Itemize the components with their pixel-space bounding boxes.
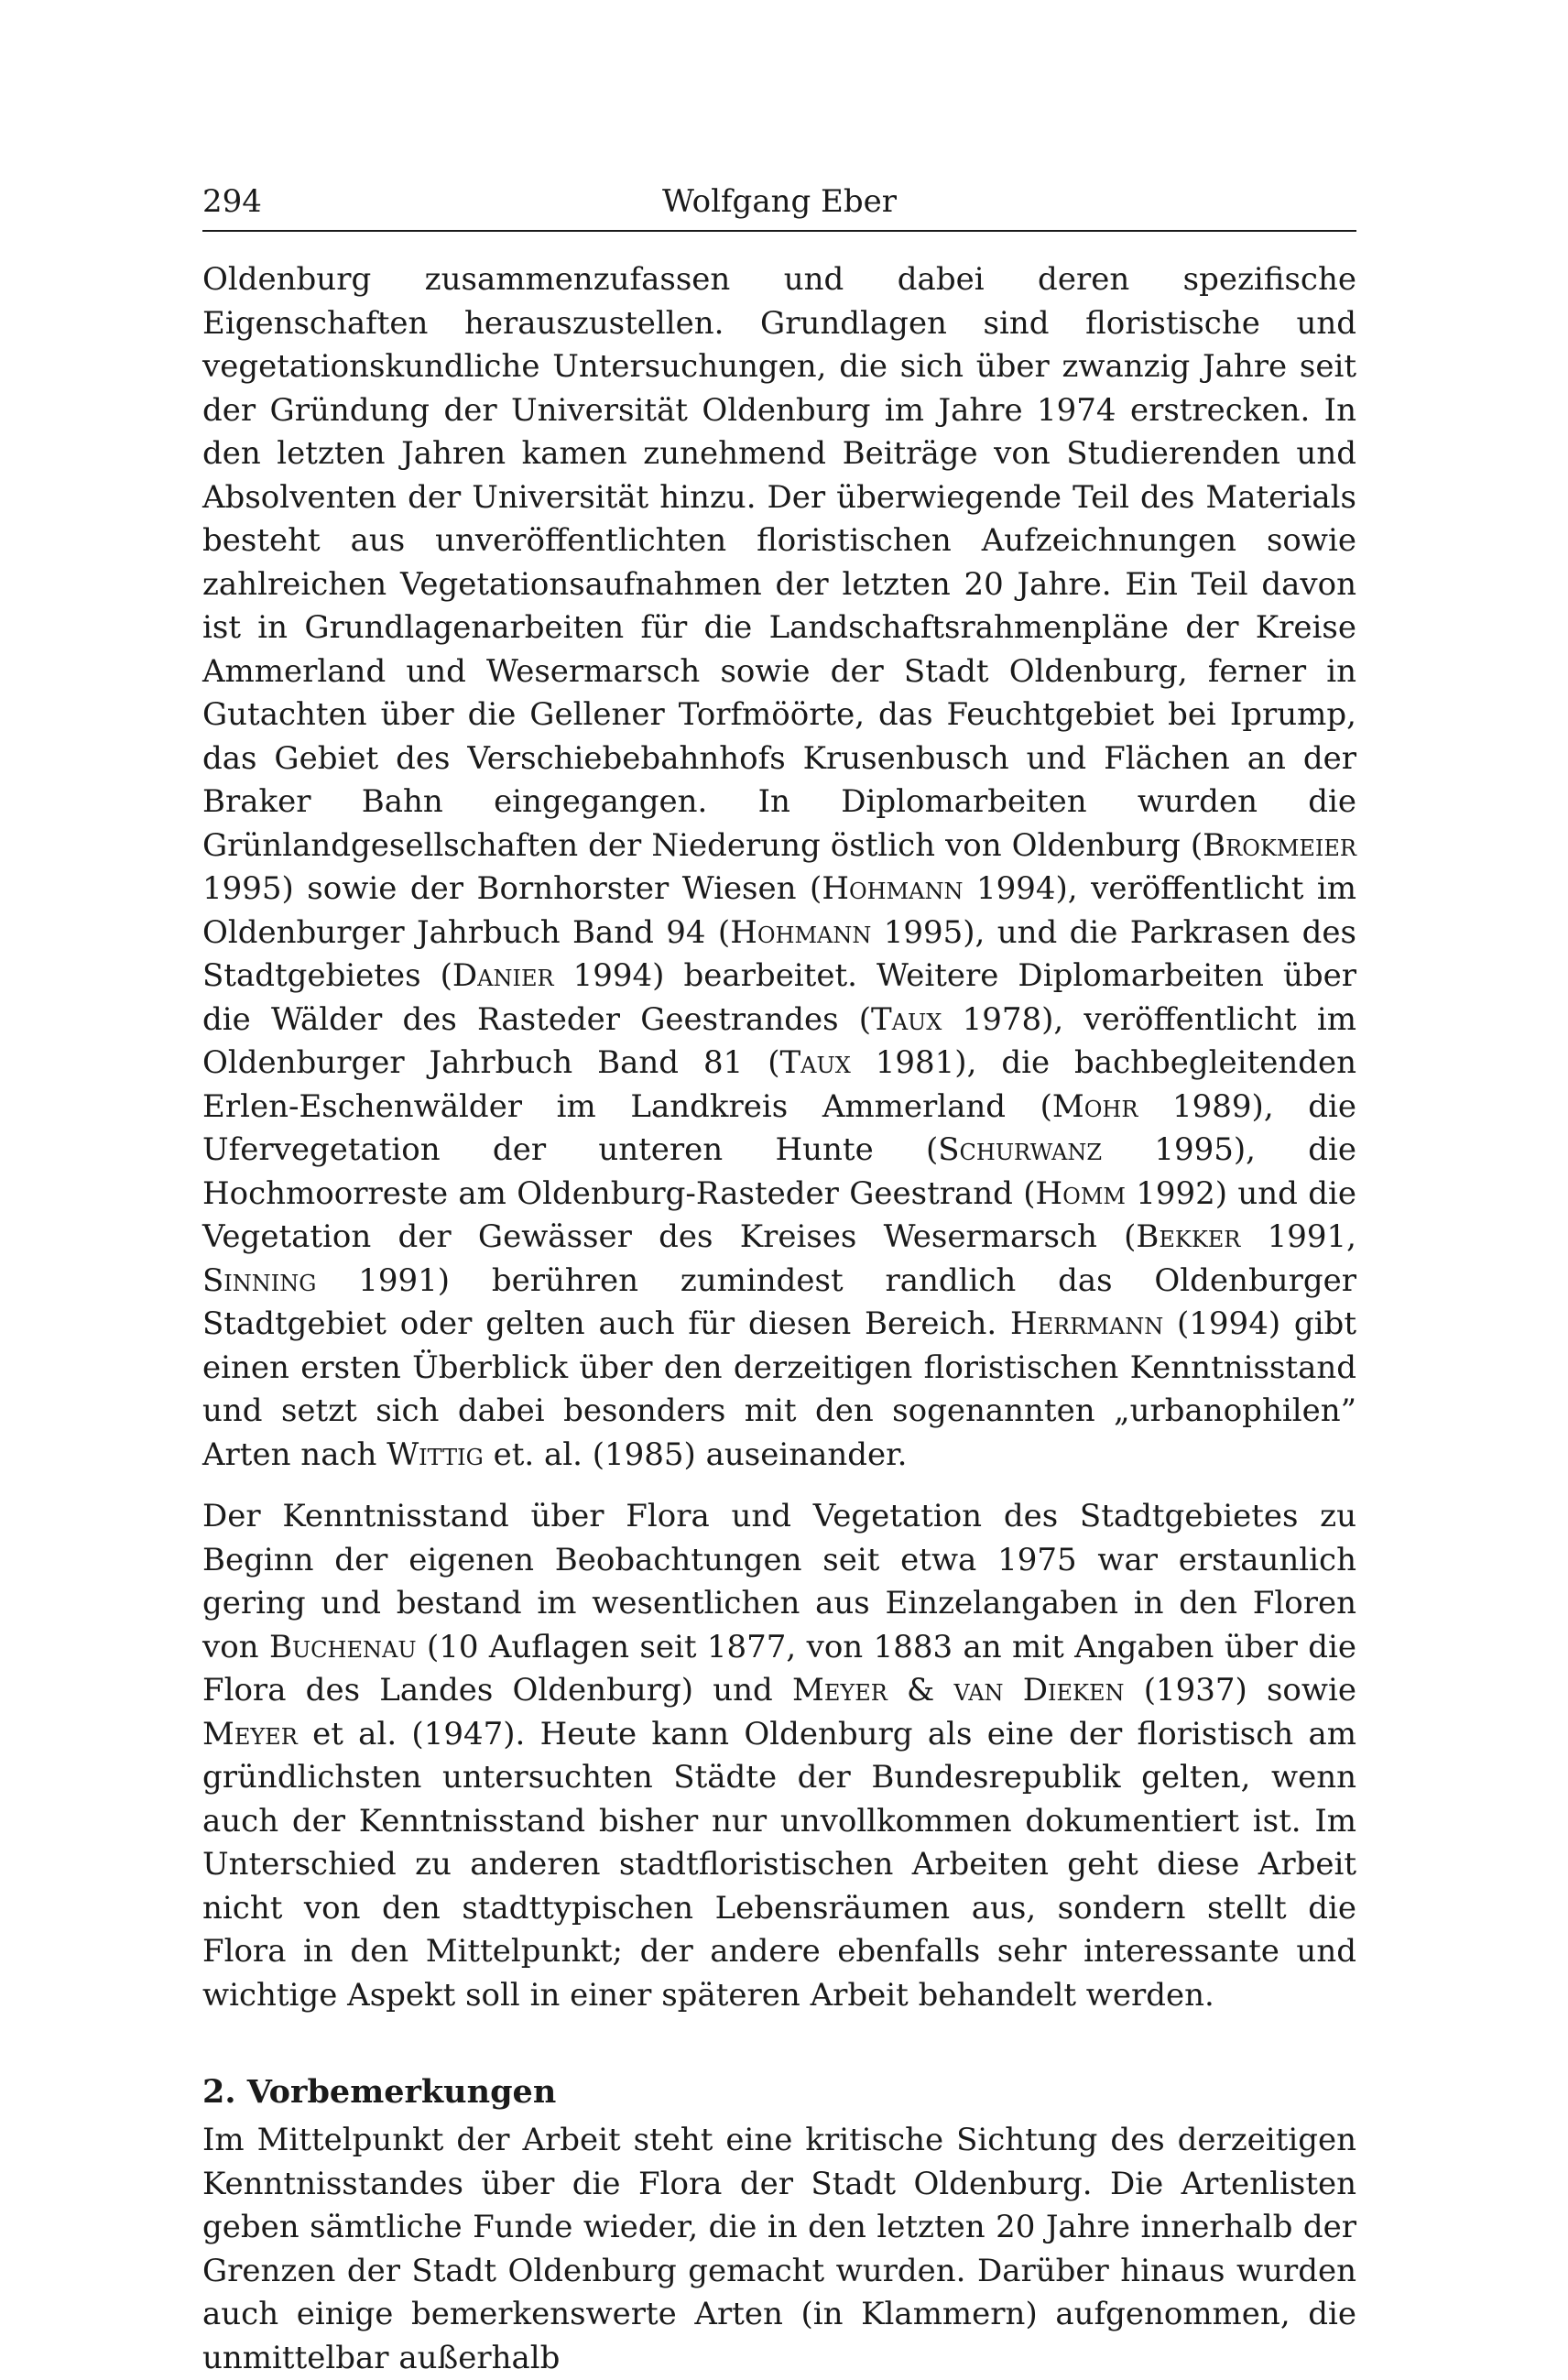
text-run: (10 Auflagen seit 1877, von 1883 an mit Angaben über die Flora des Landes Oldenburg) und	[202, 1628, 1356, 1709]
text-run: 1995) sowie der Bornhorster Wiesen (	[202, 870, 822, 907]
header-rule	[202, 230, 1356, 232]
page-header	[202, 180, 1356, 224]
author-citation: Meyer & van Dieken	[792, 1672, 1125, 1709]
author-citation: Mohr	[1051, 1087, 1138, 1125]
text-run: 1994) bearbeitet. Weitere Diplomarbeiten über die Wälder des Rasteder Geestrandes (	[202, 957, 1356, 1038]
text-run: (1937) sowie	[1124, 1672, 1357, 1709]
author-citation: Meyer	[202, 1715, 298, 1752]
author-citation: Sinning	[202, 1261, 317, 1299]
author-citation: Buchenau	[268, 1628, 417, 1665]
text-run: 1995), und die Parkrasen des Stadtgebietes (	[202, 913, 1356, 994]
text-run: et al. (1947). Heute kann Oldenburg als eine der floristisch am gründlichsten untersuchten Städte der Bundesrepublik gelten, wenn auch der Kenntnisstand bisher nur unvollkommen dokumentiert ist. Im Unterschied zu anderen stadtfloristischen Arbeiten geht diese Arbeit nicht von den stadttypischen Lebensräumen aus, sondern stellt die Flora in den Mittelpunkt; der andere ebenfalls sehr interessante und wichtige Aspekt soll in einer späteren Arbeit behandelt werden.	[202, 1715, 1356, 2014]
author-citation: Wittig	[387, 1436, 484, 1473]
text-run: 1995), die Hochmoorreste am Oldenburg-Rasteder Geestrand (	[202, 1131, 1356, 1212]
author-citation: Schurwanz	[938, 1131, 1103, 1168]
text-run: 1994), veröffentlicht im Oldenburger Jahrbuch Band 94 (	[202, 870, 1356, 951]
author-citation: Herrmann	[1009, 1305, 1164, 1342]
body-text	[202, 258, 1356, 2380]
text-run: (1994) gibt einen ersten Überblick über den derzeitigen floristischen Kenntnisstand und setzt sich dabei besonders mit den sogenannten „urbanophilen” Arten nach	[202, 1305, 1356, 1473]
author-citation: Hohmann	[822, 870, 964, 907]
paragraph-state-of-knowledge	[202, 1495, 1356, 2017]
text-run: 1989), die Ufervegetation der unteren Hunte (	[202, 1087, 1357, 1168]
author-citation: Homm	[1035, 1174, 1126, 1212]
paragraph-preliminary-remarks: Im Mittelpunkt der Arbeit steht eine kritische Sichtung des derzeitigen Kenntnisstandes über die Flora der Stadt Oldenburg. Die Artenlisten geben sämtliche Funde wieder, die in den letzten 20 Jahre innerhalb der Grenzen der Stadt Oldenburg gemacht wurden. Darüber hinaus wurden auch einige bemerkenswerte Arten (in Klammern) aufgenommen, die unmittelbar außerhalb	[202, 2122, 1356, 2376]
text-run: Der Kenntnisstand über Flora und Vegetation des Stadtgebietes zu Beginn der eigenen Beobachtungen seit etwa 1975 war erstaunlich gering und bestand im wesentlichen aus Einzelangaben in den Floren von	[202, 1498, 1356, 1665]
section-heading: 2. Vorbemerkungen	[202, 2073, 557, 2111]
text-run: 1991,	[1240, 1218, 1356, 1255]
text-run: 1991) berühren zumindest randlich das Oldenburger Stadtgebiet oder gelten auch für diesen Bereich.	[202, 1261, 1356, 1342]
text-run: 1978), veröffentlicht im Oldenburger Jahrbuch Band 81 (	[202, 1000, 1356, 1081]
running-head: Wolfgang Eber	[661, 183, 898, 220]
paragraph-intro-continuation	[202, 258, 1356, 1477]
text-run: 1992) und die Vegetation der Gewässer des Kreises Wesermarsch (	[202, 1174, 1356, 1255]
text-run: 1981), die bachbegleitenden Erlen-Eschenwälder im Landkreis Ammerland (	[202, 1044, 1356, 1125]
author-citation: Bekker	[1136, 1218, 1241, 1255]
text-run: Oldenburg zusammenzufassen und dabei deren spezifische Eigenschaften herauszustellen. Grundlagen sind floristische und vegetationskundliche Untersuchungen, die sich über zwanzig Jahre seit der Gründung der Universität Oldenburg im Jahre 1974 erstrecken. In den letzten Jahren kamen zunehmend Beiträge von Studierenden und Absolventen der Universität hinzu. Der überwiegende Teil des Materials besteht aus unveröffentlichten floristischen Aufzeichnungen sowie zahlreichen Vegetationsaufnahmen der letzten 20 Jahre. Ein Teil davon ist in Grundlagenarbeiten für die Landschaftsrahmenpläne der Kreise Ammerland und Wesermarsch sowie der Stadt Oldenburg, ferner in Gutachten über die Gellener Torfmöörte, das Feuchtgebiet bei Iprump, das Gebiet des Verschiebebahnhofs Krusenbusch und Flächen an der Braker Bahn eingegangen. In Diplomarbeiten wurden die Grünlandgesellschaften der Niederung östlich von Oldenburg (	[202, 261, 1356, 864]
author-citation: Taux	[871, 1000, 942, 1038]
author-citation: Brokmeier	[1203, 826, 1356, 864]
author-citation: Hohmann	[730, 913, 872, 951]
author-citation: Taux	[779, 1044, 851, 1081]
author-citation: Danier	[452, 957, 554, 994]
text-run: et. al. (1985) auseinander.	[483, 1436, 908, 1473]
page-number: 294	[202, 183, 262, 220]
